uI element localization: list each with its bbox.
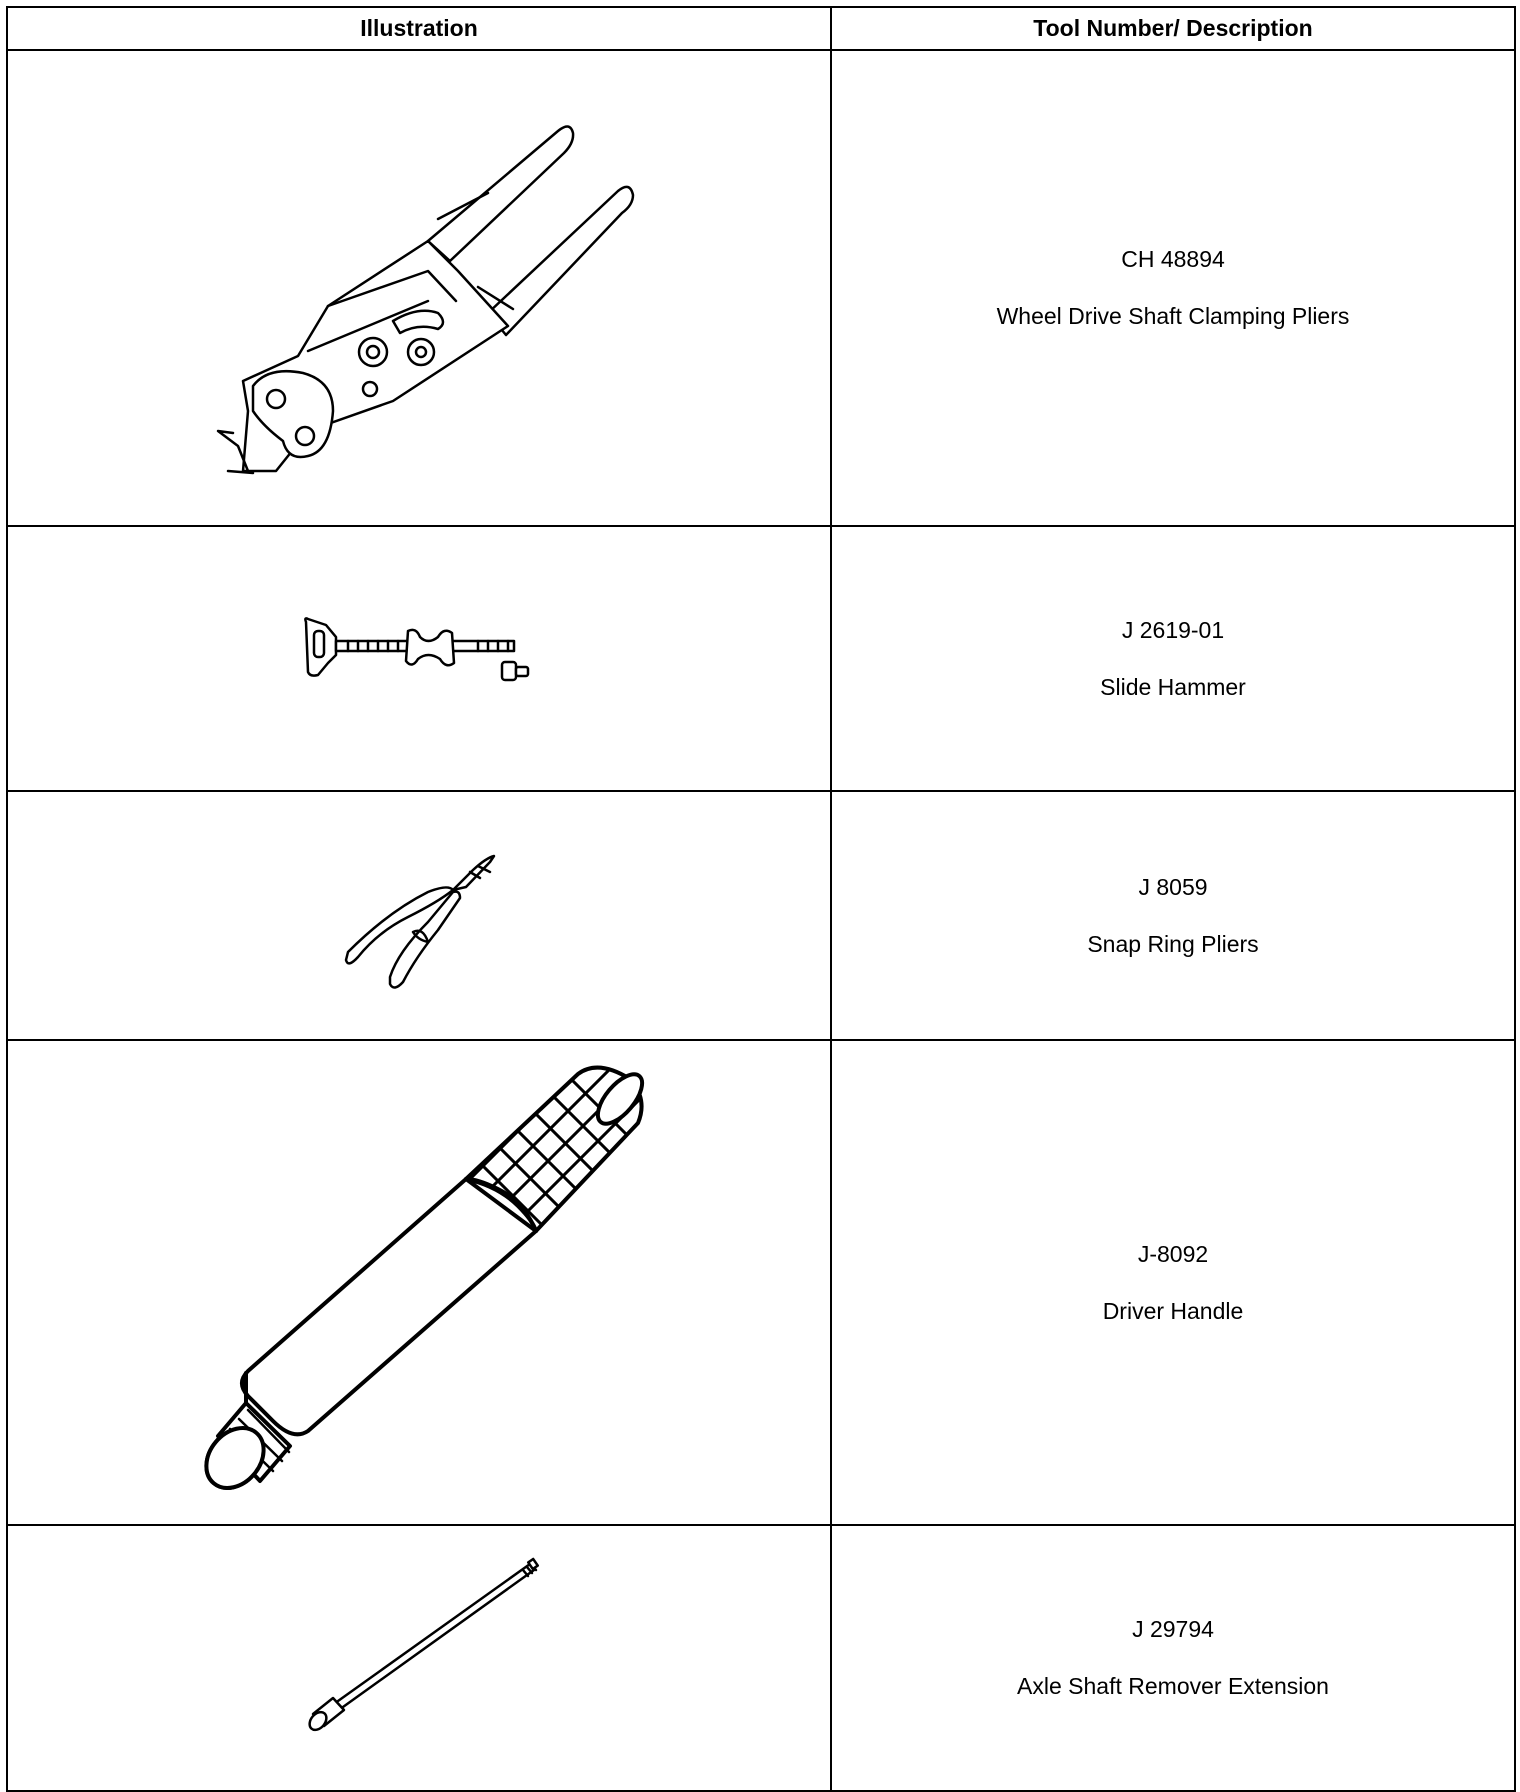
tool-description: Wheel Drive Shaft Clamping Pliers <box>996 303 1350 329</box>
driver-handle-illustration <box>8 1041 832 1524</box>
snap-ring-pliers-illustration <box>8 792 832 1039</box>
axle-extension-illustration <box>8 1526 832 1790</box>
illustration-cell <box>7 1525 831 1791</box>
description-cell <box>831 50 1515 526</box>
description-cell <box>831 1525 1515 1791</box>
tool-number: J 29794 <box>1132 1616 1214 1642</box>
header-row <box>7 7 1515 50</box>
description-cell <box>831 1040 1515 1525</box>
table-row <box>7 50 1515 526</box>
table-row <box>7 526 1515 791</box>
tool-header: Tool Number/ Description <box>831 7 1515 50</box>
description-cell <box>831 791 1515 1040</box>
description-cell <box>831 526 1515 791</box>
tool-description: Snap Ring Pliers <box>1087 930 1259 957</box>
tools-table <box>6 6 1516 1792</box>
tool-description: Slide Hammer <box>1100 673 1246 700</box>
illustration-cell <box>7 50 831 526</box>
table-row <box>7 791 1515 1040</box>
tool-number: CH 48894 <box>1121 246 1225 272</box>
table-row <box>7 1525 1515 1791</box>
clamping-pliers-illustration <box>8 51 832 525</box>
table-row <box>7 1040 1515 1525</box>
tool-number: J-8092 <box>1137 1240 1209 1267</box>
tool-number: J 2619-01 <box>1121 616 1225 643</box>
illustration-cell <box>7 791 831 1040</box>
tool-description: Driver Handle <box>1102 1297 1244 1324</box>
illustration-header: Illustration <box>7 7 831 50</box>
illustration-cell <box>7 1040 831 1525</box>
slide-hammer-illustration <box>8 527 832 790</box>
tool-description: Axle Shaft Remover Extension <box>1017 1673 1329 1699</box>
tool-number: J 8059 <box>1138 873 1208 900</box>
illustration-cell <box>7 526 831 791</box>
